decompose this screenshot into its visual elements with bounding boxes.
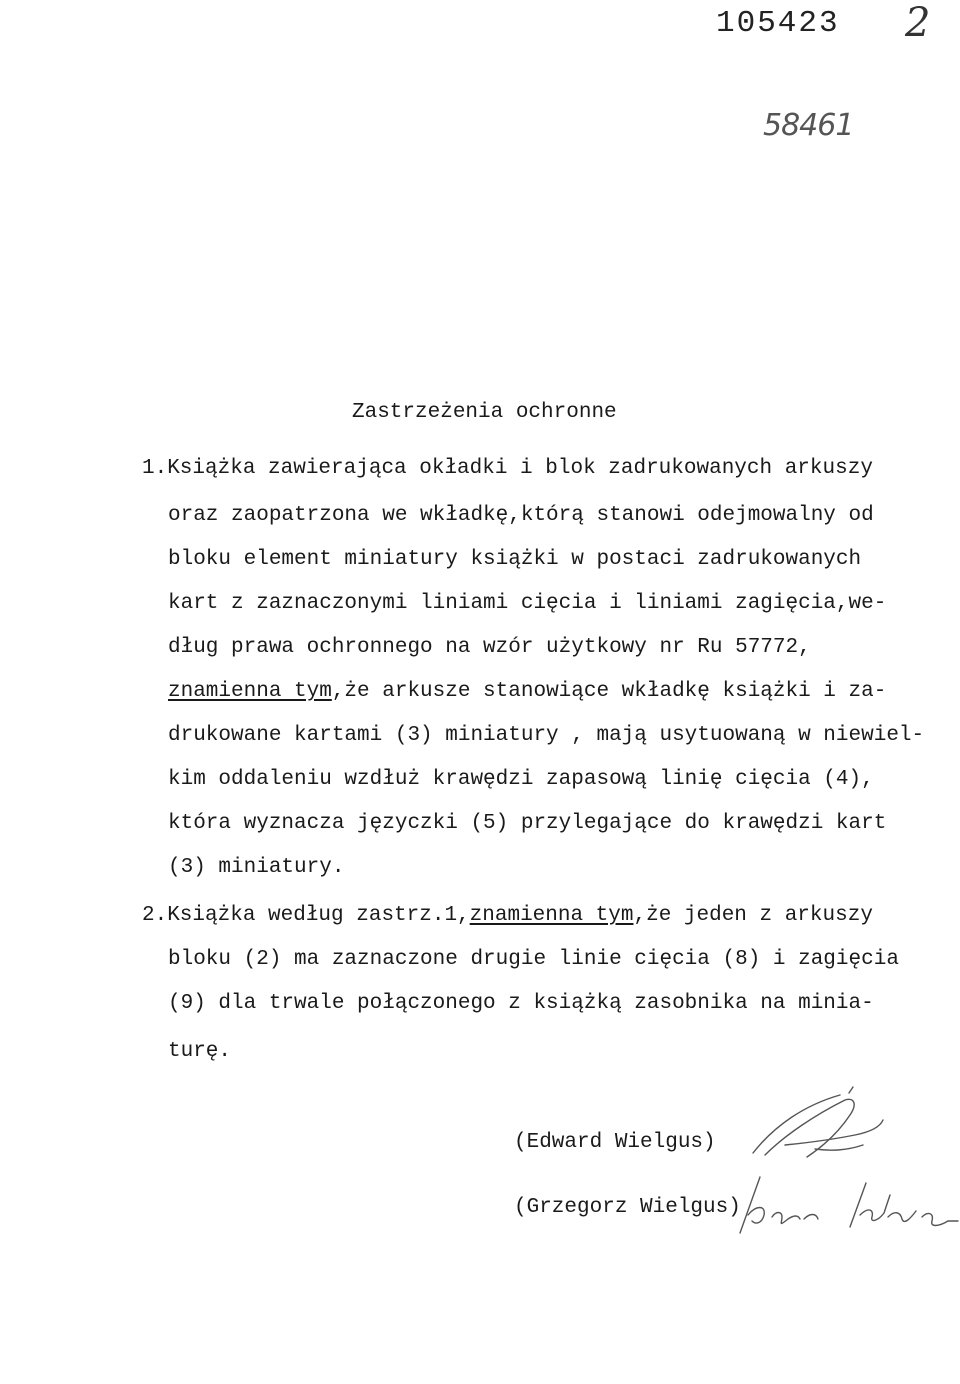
claim2-line-1-rest: ,że jeden z arkuszy: [633, 904, 873, 927]
page-number: 2: [905, 0, 931, 46]
claim1-underlined-phrase: znamienna tym: [168, 680, 332, 703]
claim1-line-6: [168, 680, 886, 703]
handwritten-signature-2: [738, 1175, 960, 1240]
reference-number: 58461: [763, 108, 854, 143]
claim2-line-3: (9) dla trwale połączonego z książką zasobnika na minia-: [168, 992, 874, 1015]
signatory-1-name: (Edward Wielgus): [514, 1131, 716, 1154]
claim1-line-6-rest: ,że arkusze stanowiące wkładkę książki i za-: [331, 680, 887, 703]
claim1-line-1: 1.Książka zawierająca okładki i blok zadrukowanych arkuszy: [142, 457, 873, 480]
claim1-line-5: dług prawa ochronnego na wzór użytkowy nr Ru 57772,: [168, 636, 811, 659]
claim1-line-10: (3) miniatury.: [168, 856, 345, 879]
stamp-number: 105423: [716, 6, 840, 41]
claim1-line-4: kart z zaznaczonymi liniami cięcia i liniami zagięcia,we-: [168, 592, 887, 615]
claim2-underlined-phrase: znamienna tym: [469, 904, 634, 927]
document-heading: Zastrzeżenia ochronne: [352, 401, 617, 424]
claim1-line-8: kim oddaleniu wzdłuż krawędzi zapasową linię cięcia (4),: [168, 768, 874, 791]
claim1-line-3: bloku element miniatury książki w postaci zadrukowanych: [168, 548, 862, 571]
claim2-line-4: turę.: [168, 1040, 232, 1063]
claim1-line-2: oraz zaopatrzona we wkładkę,którą stanowi odejmowalny od: [168, 504, 874, 527]
claim2-line-2: bloku (2) ma zaznaczone drugie linie cięcia (8) i zagięcia: [168, 948, 899, 971]
signatory-2-name: (Grzegorz Wielgus): [514, 1196, 741, 1219]
claim1-line-7: drukowane kartami (3) miniatury , mają usytuowaną w niewiel-: [168, 724, 925, 747]
claim2-prefix: 2.Książka według zastrz.1,: [142, 904, 470, 927]
claim2-line-1: [142, 904, 873, 927]
claim1-line-9: która wyznacza języczki (5) przylegające do krawędzi kart: [168, 812, 887, 835]
